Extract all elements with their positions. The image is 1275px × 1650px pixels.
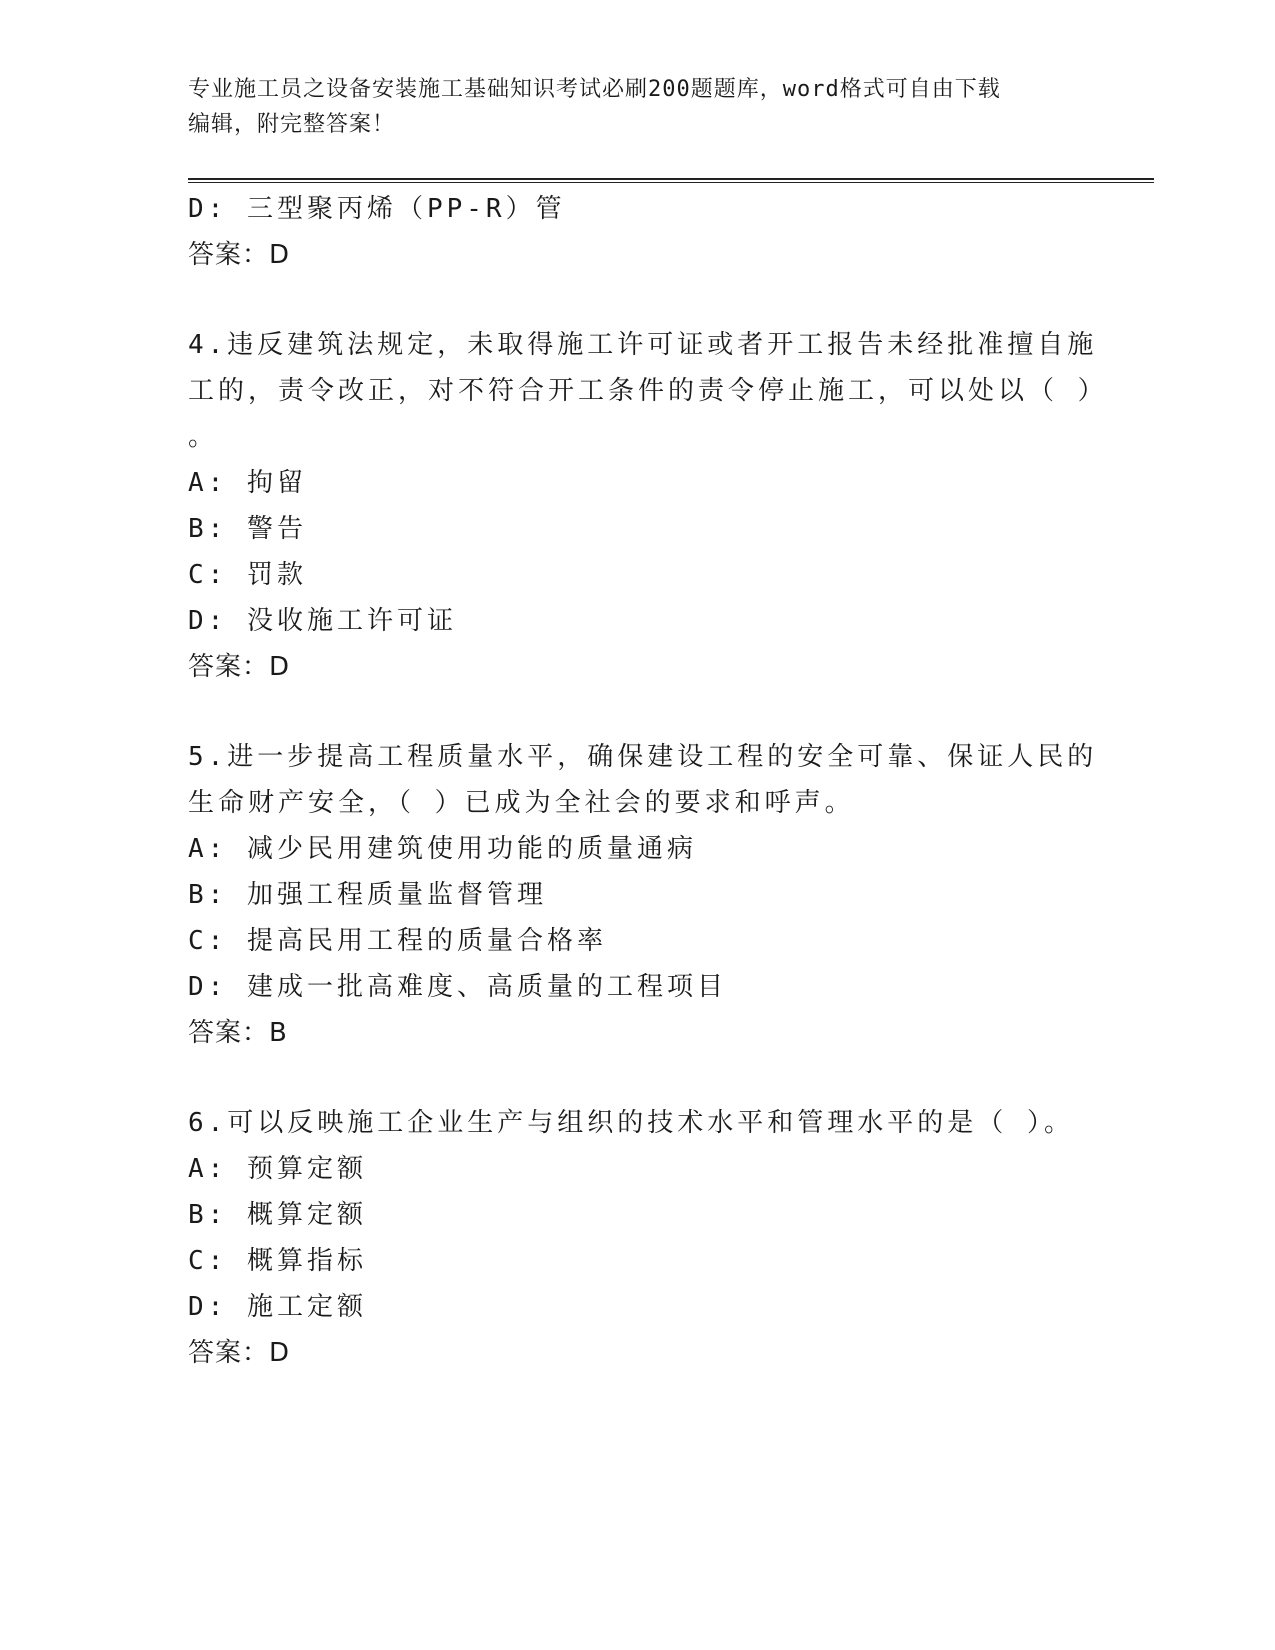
question-stem-line: 。 [188,422,215,452]
question-stem-line: 4.违反建筑法规定，未取得施工许可证或者开工报告未经批准擅自施 [188,330,1098,360]
header-title-line-1: 专业施工员之设备安装施工基础知识考试必刷200题题库，word格式可自由下载 [188,77,1001,102]
continued-question [188,186,1088,278]
option-c: C: 提高民用工程的质量合格率 [188,926,607,956]
option-d: D: 建成一批高难度、高质量的工程项目 [188,972,727,1002]
option-d: D: 三型聚丙烯（PP-R）管 [188,194,566,224]
header-title-line-2: 编辑，附完整答案！ [188,112,396,137]
answer: 答案：D [188,240,291,270]
option-c: C: 罚款 [188,560,307,590]
option-b: B: 加强工程质量监督管理 [188,880,547,910]
question-stem-line: 5.进一步提高工程质量水平，确保建设工程的安全可靠、保证人民的 [188,742,1098,772]
option-d: D: 没收施工许可证 [188,606,457,636]
option-a: A: 拘留 [188,468,307,498]
question-stem-line: 生命财产安全，（ ）已成为全社会的要求和呼声。 [188,788,855,818]
option-a: A: 预算定额 [188,1154,367,1184]
answer: 答案：D [188,1338,291,1368]
question-6 [188,1100,1088,1376]
header-divider [188,178,1154,183]
option-b: B: 警告 [188,514,307,544]
question-stem-line: 工的，责令改正，对不符合开工条件的责令停止施工，可以处以（ ） [188,376,1108,406]
option-d: D: 施工定额 [188,1292,367,1322]
answer: 答案：B [188,1018,288,1048]
question-5 [188,734,1098,1056]
option-a: A: 减少民用建筑使用功能的质量通病 [188,834,697,864]
option-c: C: 概算指标 [188,1246,367,1276]
option-b: B: 概算定额 [188,1200,367,1230]
answer: 答案：D [188,652,291,682]
page-header [188,72,1088,142]
document-body [188,186,1108,1376]
question-4 [188,322,1108,690]
question-stem-line: 6.可以反映施工企业生产与组织的技术水平和管理水平的是（ ）。 [188,1108,1074,1138]
